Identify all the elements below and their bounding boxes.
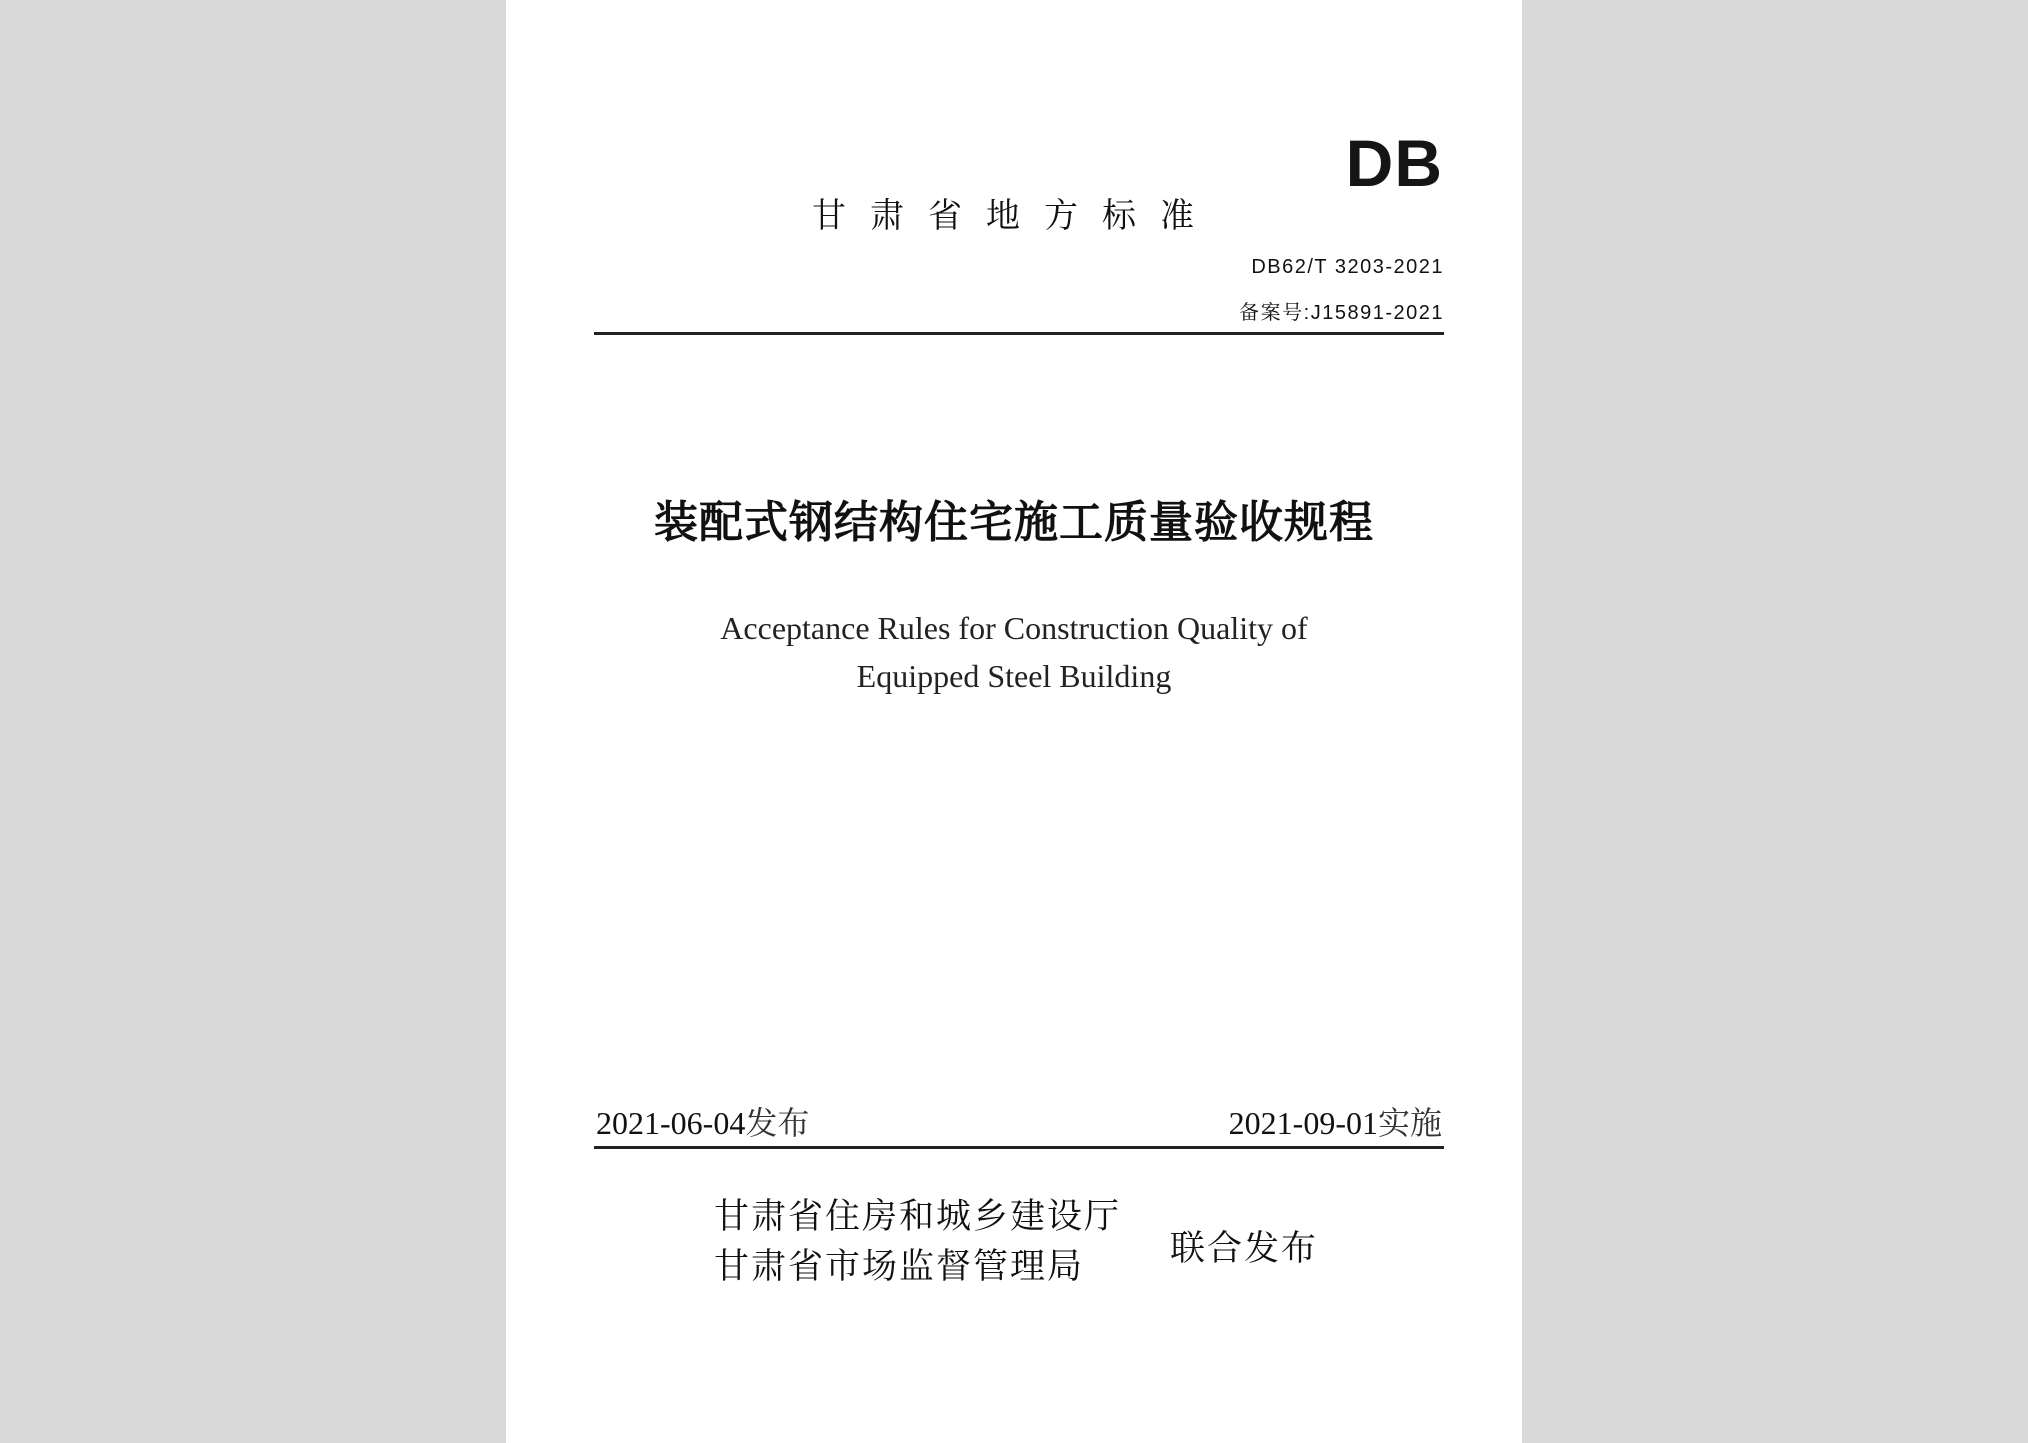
issuer-market-regulation: 甘肃省市场监督管理局 (714, 1247, 1085, 1287)
issuers-block (714, 1192, 1121, 1292)
db-mark: DB (1345, 126, 1443, 200)
joint-release-label: 联合发布 (1170, 1229, 1319, 1269)
standard-code: DB62/T 3203-2021 (1251, 256, 1444, 278)
implement-date: 2021-09-01 (1228, 1105, 1378, 1141)
release-date: 2021-06-04 (596, 1105, 746, 1141)
top-divider (594, 332, 1444, 335)
title-chinese: 装配式钢结构住宅施工质量验收规程 (654, 497, 1374, 548)
implement-label: 实施 (1377, 1104, 1442, 1142)
title-english-line-2: Equipped Steel Building (856, 658, 1172, 694)
document-page (506, 0, 1522, 1443)
title-english-line-1: Acceptance Rules for Construction Quality of (720, 610, 1308, 646)
bottom-divider (594, 1146, 1444, 1149)
standard-type: 甘肃省地方标准 (812, 196, 1218, 236)
issuer-housing-department: 甘肃省住房和城乡建设厅 (714, 1197, 1122, 1237)
title-english (506, 604, 1522, 700)
implement-date-block (1229, 1098, 1442, 1144)
release-date-block (596, 1098, 809, 1144)
release-label: 发布 (745, 1104, 810, 1142)
filing-number: 备案号:J15891-2021 (1239, 302, 1444, 324)
